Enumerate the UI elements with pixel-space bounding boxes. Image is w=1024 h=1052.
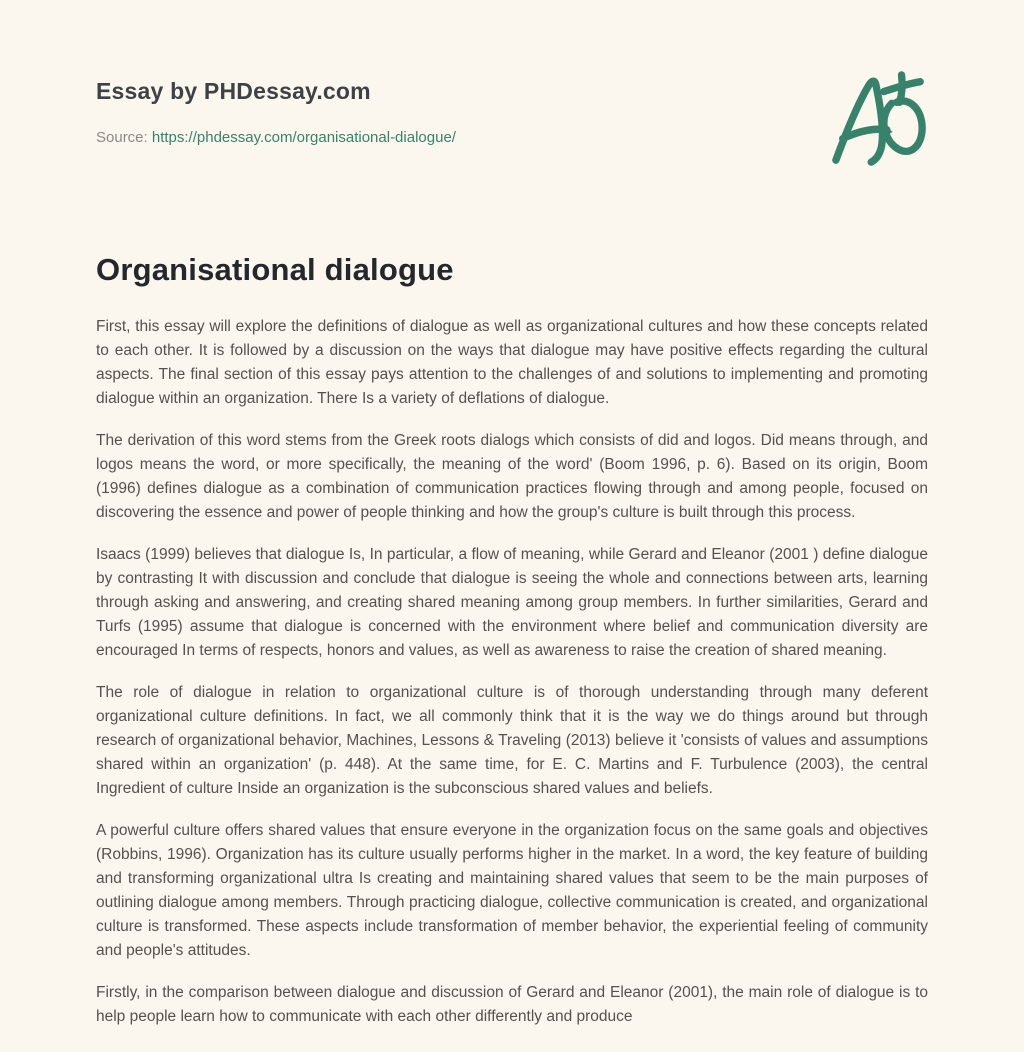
essay-paragraph: Isaacs (1999) believes that dialogue Is, In particular, a flow of meaning, while Gerard and Eleanor (2001 ) define dialogue by contrasting It with discussion and conclude that dialogue is seeing the whole and connections between arts, learning through asking and answering, and creating shared meaning among group members. In further similarities, Gerard and Turfs (1995) assume that dialogue is concerned with the environment where belief and communication diversity are encouraged In terms of respects, honors and values, as well as awareness to raise the creation of shared meaning.	[96, 546, 928, 659]
source-url-link[interactable]: https://phdessay.com/organisational-dialogue/	[151, 129, 456, 146]
source-label: Source:	[96, 129, 148, 146]
essay-paragraph: First, this essay will explore the definitions of dialogue as well as organizational cultures and how these concepts related to each other. It is followed by a discussion on the ways that dialogue may have positive effects regarding the cultural aspects. The final section of this essay pays attention to the challenges of and solutions to implementing and promoting dialogue within an organization. There Is a variety of deflations of dialogue.	[96, 318, 928, 407]
page-title: Organisational dialogue	[96, 252, 454, 287]
essay-paragraph: The derivation of this word stems from the Greek roots dialogs which consists of did and logos. Did means through, and logos means the word, or more specifically, the meaning of the word' (Boom 1996, p. 6). Based on its origin, Boom (1996) defines dialogue as a combination of communication practices flowing through and among people, focused on discovering the essence and power of people thinking and how the group's culture is built through this process.	[96, 432, 928, 521]
essay-paragraph: A powerful culture offers shared values that ensure everyone in the organization focus on the same goals and objectives (Robbins, 1996). Organization has its culture usually performs higher in the market. In a word, the key feature of building and transforming organizational ultra Is creating and maintaining shared values that seem to be the main purposes of outlining dialogue among members. Through practicing dialogue, collective communication is created, and organizational culture is transformed. These aspects include transformation of member behavior, the experiential feeling of community and people's attitudes.	[96, 822, 928, 959]
essay-body	[96, 315, 928, 1029]
source-line	[96, 129, 928, 146]
essay-paragraph: The role of dialogue in relation to organizational culture is of thorough understanding through many deferent organizational culture definitions. In fact, we all commonly think that it is the way we do things around but through research of organizational behavior, Machines, Lessons & Traveling (2013) believe it 'consists of values and assumptions shared within an organization' (p. 448). At the same time, for E. C. Martins and F. Turbulence (2003), the central Ingredient of culture Inside an organization is the subconscious shared values and beliefs.	[96, 684, 928, 797]
essay-byline: Essay by PHDessay.com	[96, 78, 371, 104]
a-plus-logo-icon	[830, 68, 928, 168]
essay-paragraph: Firstly, in the comparison between dialogue and discussion of Gerard and Eleanor (2001), the main role of dialogue is to help people learn how to communicate with each other differently and produce	[96, 984, 928, 1025]
essay-page	[96, 0, 928, 1029]
